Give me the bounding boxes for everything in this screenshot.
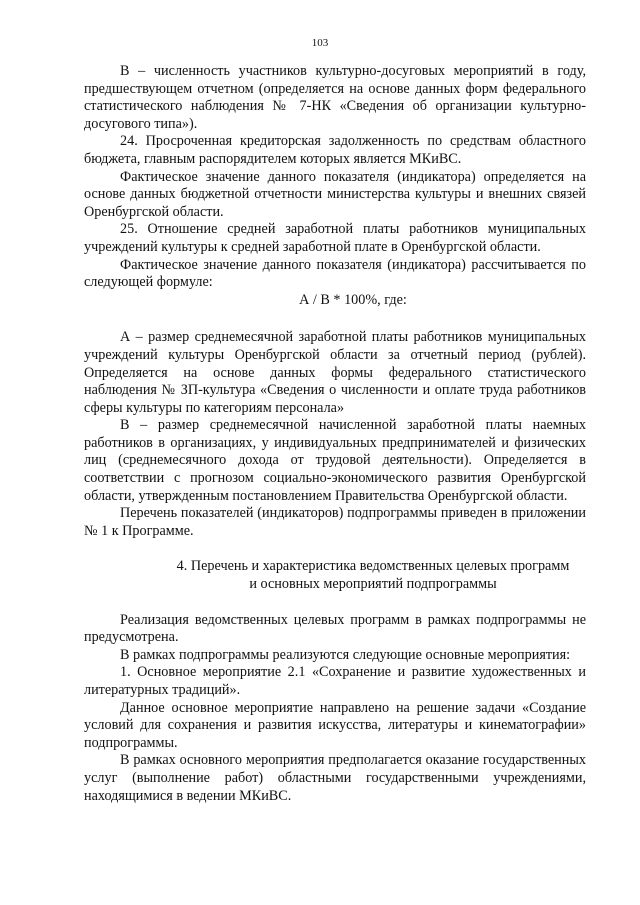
paragraph: Данное основное мероприятие направлено на решение задачи «Создание условий для сохранения и развития искусства, литературы и кинематографии» подпрограммы. bbox=[84, 699, 586, 751]
section-heading bbox=[84, 558, 586, 593]
paragraph: 1. Основное мероприятие 2.1 «Сохранение и развитие художественных и литературных традиций». bbox=[84, 664, 586, 698]
paragraph: 24. Просроченная кредиторская задолженность по средствам областного бюджета, главным распорядителем которых является МКиВС. bbox=[84, 133, 586, 167]
paragraph: В рамках подпрограммы реализуются следующие основные мероприятия: bbox=[120, 646, 571, 663]
page-number: 103 bbox=[311, 37, 329, 49]
paragraph: Фактическое значение данного показателя (индикатора) рассчитывается по следующей формуле: bbox=[84, 256, 586, 291]
paragraph: В – размер среднемесячной начисленной заработной платы наемных работников в организациях, у индивидуальных предпринимателей и физических лиц (среднемесячного дохода от трудовой деятельности). Определяется в соответствии с прогнозом социально-экономического развития Оренбургской области, утвержденным постановлением Правительства Оренбургской области. bbox=[84, 417, 586, 504]
section-heading-line: и основных мероприятий подпрограммы bbox=[249, 576, 497, 593]
formula: А / В * 100%, где: bbox=[299, 291, 407, 308]
paragraph: В рамках основного мероприятия предполагается оказание государственных услуг (выполнение работ) областными государственными учреждениями, находящимися в ведении МКиВС. bbox=[84, 752, 586, 804]
spacer bbox=[84, 540, 586, 558]
spacer bbox=[84, 594, 586, 612]
paragraph: 25. Отношение средней заработной платы работников муниципальных учреждений культуры к средней заработной плате в Оренбургской области. bbox=[84, 221, 586, 255]
paragraph: А – размер среднемесячной заработной платы работников муниципальных учреждений культуры Оренбургской области за отчетный период (рублей). Определяется на основе данных формы федерального статистического наблюдения № ЗП-культура «Сведения о численности и оплате труда работников сферы культуры по категориям персонала» bbox=[84, 329, 586, 416]
paragraph: Фактическое значение данного показателя (индикатора) определяется на основе данных бюджетной отчетности министерства культуры и внешних связей Оренбургской области. bbox=[84, 168, 586, 220]
paragraph: Реализация ведомственных целевых программ в рамках подпрограммы не предусмотрена. bbox=[84, 611, 586, 646]
paragraph: Перечень показателей (индикаторов) подпрограммы приведен в приложении № 1 к Программе. bbox=[84, 505, 586, 539]
paragraph: В – численность участников культурно-досуговых мероприятий в году, предшествующем отчетном (определяется на основе данных форм федерального статистического наблюдения № 7-НК «Сведения об организации культурно-досугового типа»). bbox=[84, 63, 586, 132]
document-body bbox=[84, 63, 586, 805]
spacer bbox=[84, 309, 586, 329]
section-heading-line: 4. Перечень и характеристика ведомственных целевых программ bbox=[176, 558, 570, 575]
